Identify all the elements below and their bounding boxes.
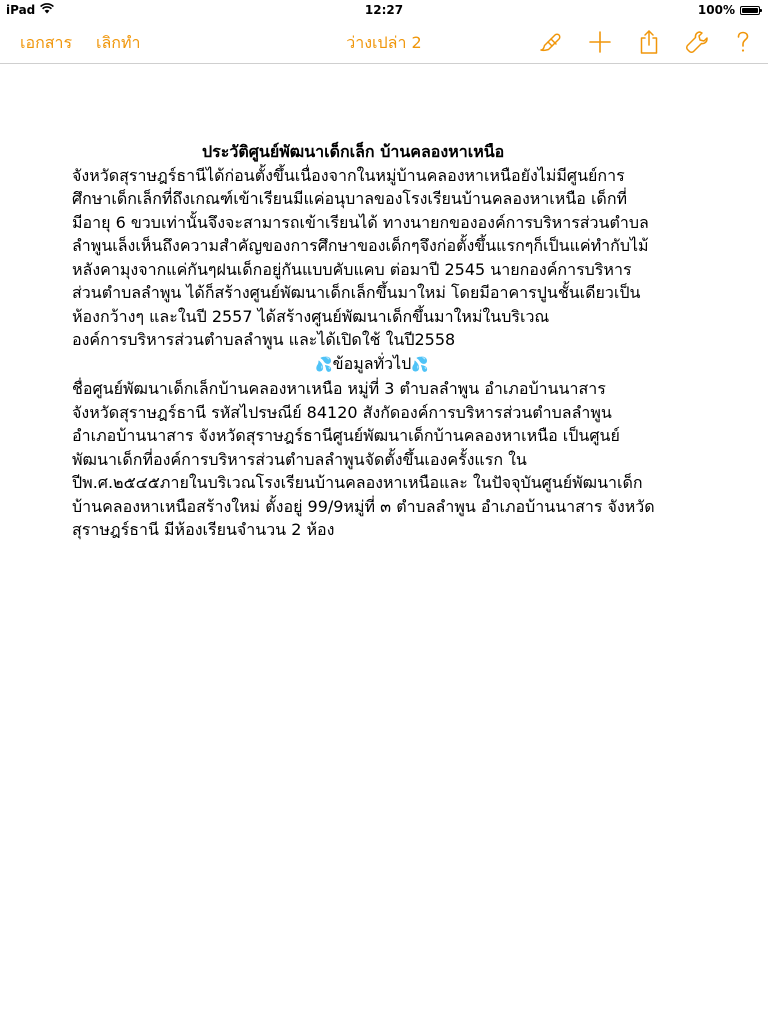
- help-icon[interactable]: [730, 29, 756, 55]
- status-left: [6, 3, 54, 17]
- share-icon[interactable]: [636, 29, 662, 55]
- history-line: ลำพูนเล็งเห็นถึงความสำคัญของการศึกษาของเด็กๆจึงก่อตั้งขึ้นแรกๆก็เป็นแค่ทำกับไม้: [72, 236, 649, 255]
- wifi-icon: [40, 3, 54, 17]
- history-line: ส่วนตำบลลำพูน ได้ก็สร้างศูนย์พัฒนาเด็กเล็กขึ้นมาใหม่ โดยมีอาคารปูนชั้นเดียวเป็น: [72, 283, 641, 302]
- history-line: ห้องกว้างๆ และในปี 2557 ได้สร้างศูนย์พัฒนาเด็กขึ้นมาใหม่ในบริเวณ: [72, 306, 550, 326]
- undo-button[interactable]: เลิกทำ: [96, 33, 141, 52]
- general-line: สุราษฎร์ธานี มีห้องเรียนจำนวน 2 ห้อง: [72, 520, 335, 539]
- document-title[interactable]: ว่างเปล่า 2: [346, 33, 422, 52]
- battery-percent: 100%: [697, 3, 735, 17]
- history-line: จังหวัดสุราษฎร์ธานีได้ก่อนตั้งขึ้นเนื่องจากในหมู่บ้านคลองหาเหนือยังไม่มีศูนย์การ: [72, 165, 625, 185]
- general-line: ชื่อศูนย์พัฒนาเด็กเล็กบ้านคลองหาเหนือ หมู่ที่ 3 ตำบลลำพูน อำเภอบ้านนาสาร: [72, 379, 606, 398]
- history-line: หลังคามุงจากแค่กันๆฝนเด็กอยู่กันแบบคับแคบ ต่อมาปี 2545 นายกองค์การบริหาร: [72, 259, 632, 279]
- battery-icon: [740, 6, 760, 15]
- general-line: ปีพ.ศ.๒๕๔๕ภายในบริเวณโรงเรียนบ้านคลองหาเหนือและ ในปัจจุบันศูนย์พัฒนาเด็ก: [72, 473, 643, 492]
- wrench-icon[interactable]: [684, 29, 710, 55]
- general-line: พัฒนาเด็กที่องค์การบริหารส่วนตำบลลำพูนจัดตั้งขึ้นเองครั้งแรก ใน: [72, 449, 527, 469]
- document-body[interactable]: [72, 140, 702, 542]
- format-brush-icon[interactable]: [537, 29, 563, 55]
- general-line: อำเภอบ้านนาสาร จังหวัดสุราษฎร์ธานีศูนย์พัฒนาเด็กบ้านคลองหาเหนือ เป็นศูนย์: [72, 426, 620, 445]
- sweat-droplets-icon: 💦: [315, 356, 333, 373]
- general-info-heading: [72, 352, 702, 378]
- toolbar: [0, 20, 768, 64]
- device-name: iPad: [6, 3, 36, 17]
- status-right: [698, 3, 760, 17]
- general-line: บ้านคลองหาเหนือสร้างใหม่ ตั้งอยู่ 99/9หมู่ที่ ๓ ตำบลลำพูน อำเภอบ้านนาสาร จังหวัด: [72, 496, 655, 516]
- plus-icon[interactable]: [587, 29, 613, 55]
- history-line: ศึกษาเด็กเล็กที่ถึงเกณฑ์เข้าเรียนมีแค่อนุบาลของโรงเรียนบ้านคลองหาเหนือ เด็กที่: [72, 189, 628, 208]
- history-line: องค์การบริหารส่วนตำบลลำพูน และได้เปิดใช้ ในปี2558: [72, 330, 456, 349]
- general-info-label: ข้อมูลทั่วไป: [332, 353, 412, 373]
- status-time: 12:27: [364, 3, 404, 17]
- documents-button[interactable]: เอกสาร: [20, 33, 73, 52]
- status-bar: [0, 0, 768, 20]
- sweat-droplets-icon: 💦: [411, 356, 429, 373]
- history-line: มีอายุ 6 ขวบเท่านั้นจึงจะสามารถเข้าเรียนได้ ทางนายกขององค์การบริหารส่วนตำบล: [72, 212, 649, 232]
- document-heading: ประวัติศูนย์พัฒนาเด็กเล็ก บ้านคลองหาเหนือ: [202, 142, 505, 161]
- general-line: จังหวัดสุราษฎร์ธานี รหัสไปรษณีย์ 84120 สังกัดองค์การบริหารส่วนตำบลลำพูน: [72, 402, 612, 422]
